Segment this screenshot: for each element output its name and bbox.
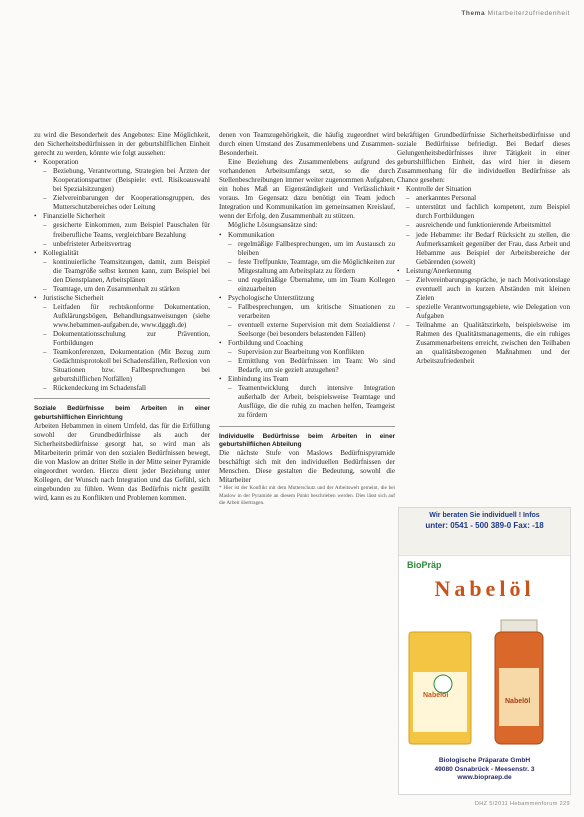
column-3 (397, 131, 570, 366)
company-address: 49080 Osnabrück - Meesenstr. 3 (434, 765, 535, 773)
footnote: * Hier ist der Konflikt mit dem Mutterschutz und der Arbeitswelt gemeint, die bei Maslow in der Pyramide an diesem Punkt beschrieben werden. Dies lässt sich auf die Arbeit übertragen. (219, 485, 395, 506)
section-body: Die nächste Stufe von Maslows Bedürfnispyramide beschäftigt sich mit den individuellen Bedürfnissen der Menschen. Diese gestalten die Bedeutung, sowohl die Mitarbeiter (219, 448, 395, 485)
ad-contact-line: Wir beraten Sie individuell ! Infos (429, 512, 540, 519)
col2-subitem: – und regelmäßige Übernahme, um im Team Kollegen einzuarbeiten (228, 276, 395, 294)
col2-item-label: Kommunikation (228, 230, 275, 239)
col2-item (219, 339, 395, 375)
advertisement[interactable] (398, 507, 571, 795)
col1-subitem: – Teamtage, um den Zusammenhalt zu stärken (43, 285, 210, 294)
col1-item (34, 294, 210, 394)
product-image (399, 602, 570, 772)
col1-item-label: Kooperation (43, 158, 79, 167)
product-bottles-illustration (399, 602, 570, 752)
col3-intro: bekräftigen Grundbedürfnisse Sicherheitsbedürfnisse und soziale Bedürfnisse befriedigt. Bei Bedarf dieses Gelungenheitsbedürfnisses ihrer Tätigkeit in einer geburtshilflichen Einheit, das wird hier in diesem Zusammenhang für die individuellen Bedürfnisse als Chance gesehen: (397, 131, 570, 185)
col3-subitem: – unterstützt und fachlich kompetent, zum Beispiel durch Fortbildungen (406, 203, 570, 221)
col2-subitem: – regelmäßige Fallbesprechungen, um im Austausch zu bleiben (228, 240, 395, 258)
col3-item (397, 185, 570, 266)
col1-subitem: – Beziehung, Verantwortung, Strategien bei Ärzten der Kooperationspartner (Beispiele: evtl. Risikoauswahl bei Spezialsitzungen) (43, 167, 210, 194)
col3-item (397, 267, 570, 367)
col2-subitem: – Ermittlung von Bedürfnissen im Team: Wo sind Bedarfe, um sie gezielt anzugehen? (228, 357, 395, 375)
col1-subitem: – gesicherte Einkommen, zum Beispiel Pauschalen für freiberufliche Teams, vergleichbare Bezahlung (43, 221, 210, 239)
col3-list (397, 185, 570, 366)
col2-subitem: – Supervision zur Bearbeitung von Konflikten (228, 348, 395, 357)
box-label: Nabelöl (423, 692, 449, 699)
col2-intro: denen von Teamzugehörigkeit, die häufig zugeordnet wird durch einen Umstand des Zusammenlebens und Zusammen-Besonderheit. (219, 131, 395, 158)
col2-item-label: Einbindung ins Team (228, 375, 289, 384)
col2-item (219, 231, 395, 294)
col3-subitem: – Zielvereinbarungsgespräche, je nach Motivationslage eventuell auch in kurzen Abständen mit kleinen Zielen (406, 276, 570, 303)
col2-item (219, 294, 395, 339)
col2-item (219, 375, 395, 420)
ad-phone-line: unter: 0541 - 500 389-0 Fax: -18 (425, 521, 544, 530)
section-body: Arbeiten Hebammen in einem Umfeld, das für die Erfüllung sowohl der Grundbedürfnisse als auch der Sicherheitsbedürfnisse gesorgt hat, so wird man als Mitarbeiterin primär von den sozialen Bedürfnissen bewegt, die von Maslow an dritter Stelle in der Mitte seiner Pyramide eingeordnet worden. Hierzu dient jeder Beziehung unter Kollegen, der Wunsch nach Integration und das Gefühl, sich eingebunden zu fühlen. Wenn das Bedürfnis nicht gestillt wird, kann es zu Konflikten und Problemen kommen. (34, 421, 210, 503)
ad-contact-banner (399, 508, 570, 556)
col3-item-label: Leistung/Anerkennung (406, 266, 472, 275)
col1-item (34, 249, 210, 294)
col3-subitem: – anerkanntes Personal (406, 194, 570, 203)
company-name: Biologische Präparate GmbH (438, 757, 531, 764)
ad-company-info (399, 752, 570, 794)
col1-subitem: – unbefristeter Arbeitsvertrag (43, 240, 210, 249)
col2-subitem: – Fallbesprechungen, um kritische Situationen zu verarbeiten (228, 303, 395, 321)
running-header (461, 10, 570, 17)
col1-item-label: Finanzielle Sicherheit (43, 212, 106, 221)
section-divider (34, 398, 210, 399)
brand-logo: BioPräp (407, 560, 442, 570)
column-1 (34, 131, 210, 503)
section-heading: Soziale Bedürfnisse beim Arbeiten in einer geburtshilflichen Einrichtung (34, 405, 210, 421)
bottle-label: Nabelöl (505, 698, 531, 705)
header-section: Thema (461, 10, 486, 17)
section-heading: Individuelle Bedürfnisse beim Arbeiten in einer geburtshilflichen Abteilung (219, 432, 395, 448)
col2-subitem: – eventuell externe Supervision mit dem Sozialdienst / Seelsorge (bei besonders belastenden Fällen) (228, 321, 395, 339)
col3-item-label: Kontrolle der Situation (406, 185, 472, 194)
col3-subitem: – jede Hebamme: ihr Bedarf Rücksicht zu stellen, die Aufmerksamkeit gegenüber der Frau, dass Arbeit und Hebamme aus Beispiel der Arbeitsbereiche der Gebärenden (soweit) (406, 231, 570, 267)
column-2 (219, 131, 395, 507)
col1-item-label: Juristische Sicherheit (43, 293, 104, 302)
col1-intro: zu wird die Besonderheit des Angebotes: Eine Möglichkeit, den Sicherheitsbedürfnissen in der geburtshilflichen Einheit gerecht zu werden, könnte wie folgt aussehen: (34, 131, 210, 158)
col2-paragraph-2: Mögliche Lösungsansätze sind: (228, 221, 318, 230)
col2-list (219, 231, 395, 421)
col1-item (34, 158, 210, 212)
col3-subitem: – Teilnahme an Qualitätszirkeln, beispielsweise im Rahmen des Qualitätsmanagements, die ein ruhiges Zusammenarbeitens erreicht, zwischen den Teilhaben an qualitätsbezogenen Maßnahmen und der Arbeitszufriedenheit (406, 321, 570, 366)
col1-subitem: – Teamkonferenzen, Dokumentation (Mit Bezug zum Gedächtnisprotokoll bei Schadensfällen, Reflexion von Situationen bzw. Fallbesprechungen bei geburtshilflichen Notfällen) (43, 348, 210, 384)
page-footer: DHZ 5/2011 Hebammenforum 229 (474, 801, 570, 807)
col2-item-label: Fortbildung und Coaching (228, 339, 303, 348)
col1-item (34, 212, 210, 248)
col1-subitem: – Rückendeckung im Schadensfall (43, 384, 210, 393)
company-website[interactable]: www.biopraep.de (457, 774, 512, 781)
col1-subitem: – kontinuierliche Teamsitzungen, damit, zum Beispiel die Teamgröße selbst kennen kann, zum Beispiel bei den Dienstplanen, Arbeitsplänen (43, 258, 210, 285)
col2-subitem: – Teamentwicklung durch intensive Integration außerhalb der Arbeit, beispielsweise Teamtage und Ausflüge, die die ruhig zu machen helfen, Teamgeist zu fördern (228, 384, 395, 420)
col1-subitem: – Leitfaden für rechtskonforme Dokumentation, Aufklärungsbögen, Behandlungsanweisungen (siehe www.hebammen-aufgaben.de, www.dgggh.de) (43, 303, 210, 330)
col1-subitem: – Dokumentationsschulung zur Prävention, Fortbildungen (43, 330, 210, 348)
col1-item-label: Kollegialität (43, 248, 79, 257)
col2-item-label: Psychologische Unterstützung (228, 293, 315, 302)
section-divider (219, 426, 395, 427)
product-name: Nabelöl (434, 576, 535, 601)
col2-subitem: – feste Treffpunkte, Teamtage, um die Möglichkeiten zur Mitgestaltung am Arbeitsplatz zu fördern (228, 258, 395, 276)
col3-subitem: – spezielle Verantwortungsgebiete, wie Delegation von Aufgaben (406, 303, 570, 321)
header-topic: Mitarbeiterzufriedenheit (487, 10, 570, 17)
col2-paragraph: Eine Beziehung des Zusammenlebens aufgrund des vorhandenen Arbeitsumfangs setzt, so die durch Stellenbeschreibungen immer weiter zugenommen Aufgaben, ein hohes Maß an Eigenständigkeit und Verlässlichkeit voraus. Im Gegensatz dazu benötigt ein Team jedoch Integration und Kommunikation im gemeinsamen Kreislauf, wenn der Erfolg, den Zusammenhalt zu stützen. (219, 158, 395, 221)
col1-subitem: – Zielvereinbarungen der Kooperationsgruppen, des Mutterschutzbereiches oder Leitung (43, 194, 210, 212)
col3-subitem: – ausreichende und funktionierende Arbeitsmittel (406, 221, 570, 230)
col1-list (34, 158, 210, 393)
